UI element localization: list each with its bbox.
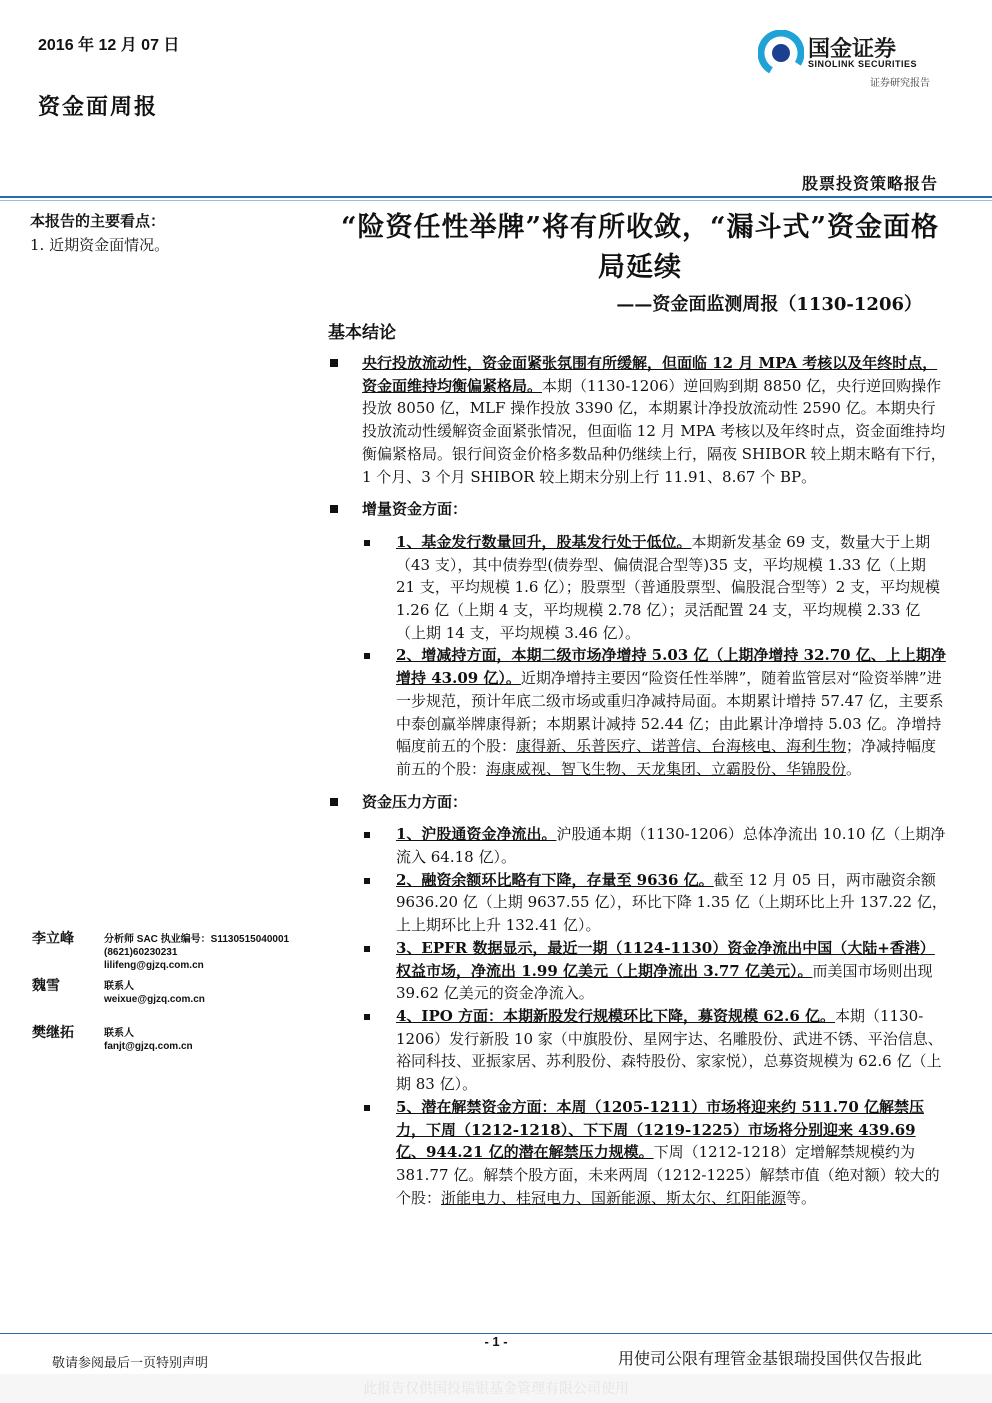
sub-bullet-lead: 2、融资余额环比略有下降，存量至 9636 亿。 [396, 870, 714, 889]
analyst-phone: (8621)60230231 [104, 947, 178, 958]
heading-incremental: 增量资金方面： [328, 498, 948, 521]
sub-bullet-lead: 5、潜在解禁资金方面：本周（1205-1211）市场将迎来约 511.70 亿解禁压力，下周（1212-1218）、下下周（1219-1225）市场将分别迎来 439.69 亿、944.21 亿的潜在解禁压力规模。 [396, 1097, 925, 1162]
analyst-role: 联系人 [104, 1028, 134, 1039]
sub-bullet-text: 而美国市场则出现 39.62 亿美元的资金净流入。 [396, 961, 933, 1003]
top-increase-stocks: 康得新、乐普医疗、诺普信、台海核电、海利生物 [516, 737, 847, 756]
logo-en: SINOLINK SECURITIES [808, 59, 918, 69]
sub-bullet-margin [328, 869, 948, 937]
sub-bullet-text: 本期（1130-1206）发行新股 10 家（中旗股份、星网宇达、名雕股份、武进不锈、平治信息、裕同科技、亚振家居、苏利股份、森特股份、家家悦），总募资规模为 62.6 亿（上期 83 亿）。 [396, 1006, 943, 1094]
sub-bullet-text: 近期净增持主要因“险资任性举牌”，随着监管层对“险资举牌”进一步规范，预计年底二级市场或重归净减持局面。本期累计增持 57.47 亿，主要系中泰创赢举牌康得新；本期累计减持 52.44 亿；由此累计净增持 5.03 亿。净增持幅度前五的个股： [396, 669, 944, 756]
header-divider [0, 196, 992, 198]
report-date: 2016 年 12 月 07 日 [38, 37, 180, 54]
sub-bullet-text: 本期新发基金 69 支，数量大于上期（43 支），其中债券型(债券型、偏债混合型等)35 支，平均规模 1.33 亿（上期 21 支，平均规模 1.6 亿）；股票型（普通股票型、偏股混合型等）2 支，平均规模 1.26 亿（上期 4 支，平均规模 2.78 亿）；灵活配置 24 支，平均规模 2.33 亿（上期 14 支，平均规模 3.46 亿）。 [396, 532, 941, 642]
top-decrease-stocks: 海康威视、智飞生物、天龙集团、立霸股份、华锦股份 [486, 759, 847, 778]
sub-bullet-lead: 1、沪股通资金净流出。 [396, 825, 557, 844]
sub-bullet-text: 沪股通本期（1130-1206）总体净流出 10.10 亿（上期净流入 64.18 亿）。 [396, 825, 946, 867]
main-title: “险资任性举牌”将有所收敛，“漏斗式”资金面格局延续 [340, 212, 940, 283]
analyst-info [104, 1027, 193, 1053]
sub-bullet-ipo [328, 1005, 948, 1096]
sub-bullet-end: 等。 [786, 1188, 817, 1207]
analyst-name: 魏雪 [32, 978, 60, 994]
analyst-name: 李立峰 [32, 931, 74, 947]
sub-bullet-end: 。 [846, 759, 862, 778]
bullet-text: 本期（1130-1206）逆回购到期 8850 亿，央行逆回购操作投放 8050 亿，MLF 操作投放 3390 亿，本期累计净投放流动性 2590 亿。本期央行投放流动性缓解资金面紧张情况，但面临 12 月 MPA 考核以及年终时点，资金面维持均衡偏紧格局。银行间资金价格多数品种仍继续上行，隔夜 SHIBOR 较上期末略有下行，1 个月、3 个月 SHIBOR 较上期末分别上行 11.91、8.67 个 BP。 [362, 376, 946, 486]
bullet-liquidity [328, 352, 948, 488]
report-type: 股票投资策略报告 [801, 174, 938, 193]
sub-bullet-unlock [328, 1096, 948, 1210]
sub-bullet-lead: 2、增减持方面，本期二级市场净增持 5.03 亿（上期净增持 32.70 亿、上上期净增持 43.09 亿）。 [396, 646, 946, 688]
sub-bullet-lead: 3、EPFR 数据显示，最近一期（1124-1130）资金净流出中国（大陆+香港）权益市场，净流出 1.99 亿美元（上期净流出 3.77 亿美元）。 [396, 938, 935, 980]
analyst-name: 樊继拓 [32, 1025, 74, 1041]
analyst-email[interactable]: lilifeng@gjzq.com.cn [104, 960, 204, 971]
sidebar-item: 1. 近期资金面情况。 [30, 236, 170, 254]
sub-bullet-epfr [328, 937, 948, 1005]
company-logo [758, 30, 948, 92]
footer-note: 用使司公限有理管金基银瑞投国供仅告报此 [618, 1349, 923, 1368]
page-number: - 1 - [484, 1334, 508, 1349]
sub-bullet-funds [328, 531, 948, 645]
analyst-role: 联系人 [104, 981, 134, 992]
footer-disclaimer: 敬请参阅最后一页特别声明 [52, 1356, 209, 1371]
analyst-info [104, 933, 289, 972]
analyst-email[interactable]: weixue@gjzq.com.cn [104, 994, 205, 1005]
heading-pressure: 资金压力方面： [328, 791, 948, 814]
bullet-lead: 央行投放流动性，资金面紧张氛围有所缓解，但面临 12 月 MPA 考核以及年终时点，资金面维持均衡偏紧格局。 [362, 354, 938, 395]
sub-bullet-hkconnect [328, 823, 948, 868]
logo-mark-icon [758, 30, 804, 76]
section-heading: 基本结论 [328, 323, 396, 343]
report-body [328, 352, 948, 1209]
logo-subtitle: 证券研究报告 [870, 78, 930, 89]
analyst-cert: 分析师 SAC 执业编号：S1130515040001 [104, 934, 290, 945]
sidebar-heading: 本报告的主要看点： [30, 212, 166, 230]
sub-bullet-lead: 4、IPO 方面：本期新股发行规模环比下降，募资规模 62.6 亿。 [396, 1006, 836, 1025]
publication-title: 资金面周报 [38, 94, 159, 120]
sub-bullet-text: 下周（1212-1218）定增解禁规模约为 381.77 亿。解禁个股方面，未来两周（1212-1225）解禁市值（绝对额）较大的个股： [396, 1143, 940, 1207]
sub-bullet-text: ；净减持幅度前五的个股： [396, 737, 937, 778]
analyst-email[interactable]: fanjt@gjzq.com.cn [104, 1041, 193, 1052]
header-divider-thin [0, 200, 992, 201]
sub-title: ——资金面监测周报（1130-1206） [616, 294, 922, 315]
sub-bullet-lead: 1、基金发行数量回升，股基发行处于低位。 [396, 532, 692, 551]
logo-cn: 国金证券 [808, 36, 897, 61]
unlock-stocks: 浙能电力、桂冠电力、国新能源、斯太尔、红阳能源 [441, 1188, 787, 1207]
sub-bullet-holdings [328, 644, 948, 780]
watermark: 此报告仅供国投瑞银基金管理有限公司使用 [363, 1381, 629, 1397]
sub-bullet-text: 截至 12 月 05 日，两市融资余额 9636.20 亿（上期 9637.55 亿），环比下降 1.35 亿（上期环比上升 137.22 亿，上上期环比上升 132.41 亿）。 [396, 870, 947, 935]
analyst-info [104, 980, 205, 1006]
